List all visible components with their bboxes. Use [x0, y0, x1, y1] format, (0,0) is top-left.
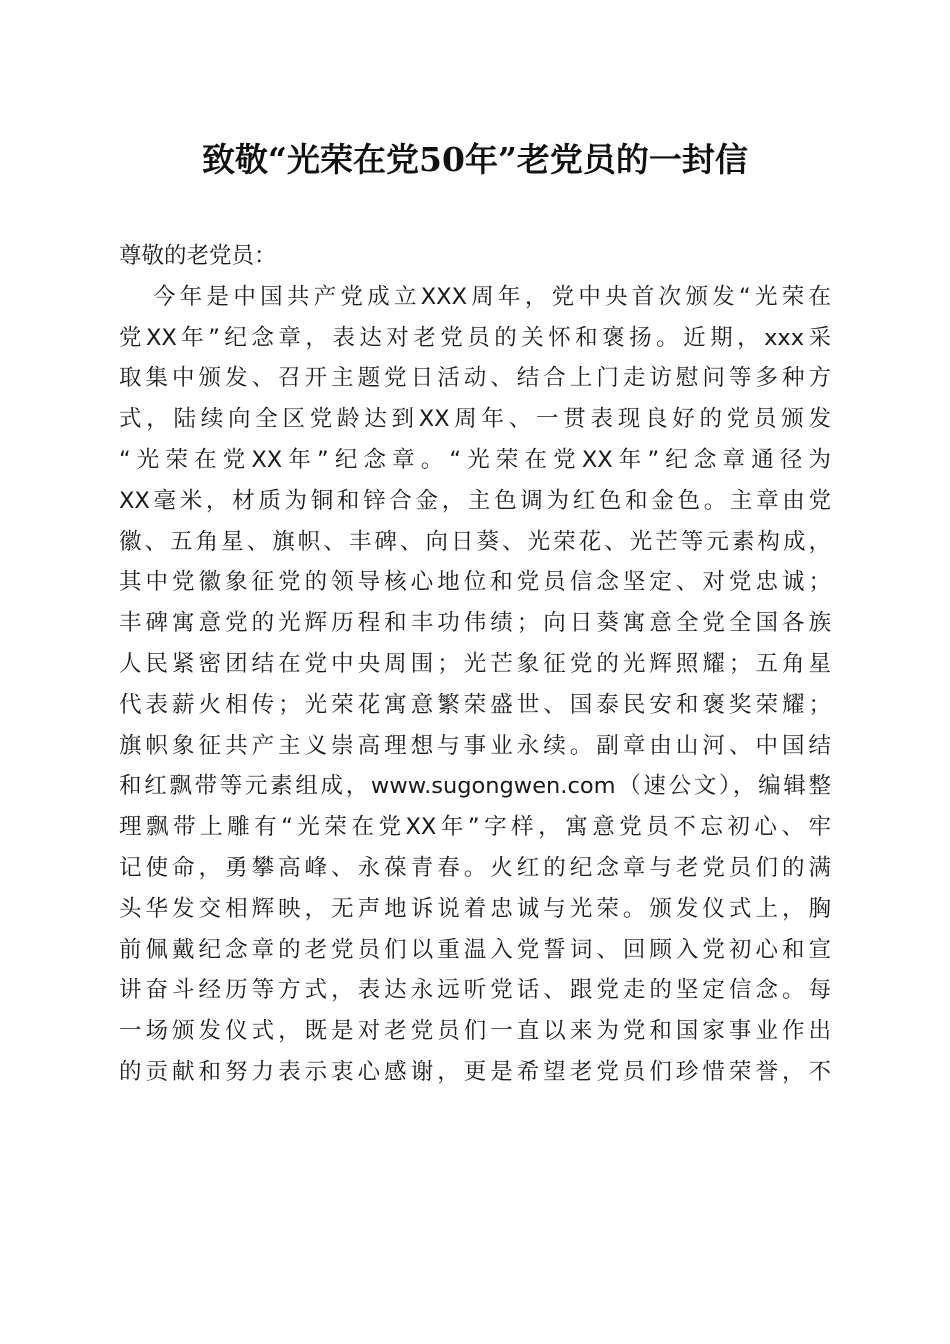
salutation: 尊敬的老党员：: [119, 243, 277, 269]
paragraph-line: 一场颁发仪式，既是对老党员们一直以来为党和国家事业作出: [119, 1018, 831, 1045]
letter-title: 致敬“光荣在党50年”老党员的一封信: [202, 140, 748, 179]
paragraph-line: “光荣在党XX年”纪念章。“光荣在党XX年”纪念章通径为: [119, 446, 831, 473]
paragraph-line: 党XX年”纪念章，表达对老党员的关怀和褒扬。近期，xxx采: [119, 324, 831, 351]
paragraph-line: XX毫米，材质为铜和锌合金，主色调为红色和金色。主章由党: [119, 487, 831, 514]
letter-paragraph: [119, 277, 831, 1093]
paragraph-line: 式，陆续向全区党龄达到XX周年、一贯表现良好的党员颁发: [119, 406, 831, 433]
paragraph-line: 前佩戴纪念章的老党员们以重温入党誓词、回顾入党初心和宣: [119, 936, 831, 963]
paragraph-line: 丰碑寓意党的光辉历程和丰功伟绩；向日葵寓意全党全国各族: [119, 610, 831, 637]
paragraph-line: 人民紧密团结在党中央周围；光芒象征党的光辉照耀；五角星: [119, 650, 831, 677]
paragraph-line: 徽、五角星、旗帜、丰碑、向日葵、光荣花、光芒等元素构成，: [119, 528, 831, 555]
paragraph-line: 旗帜象征共产主义崇高理想与事业永续。副章由山河、中国结: [119, 732, 831, 759]
paragraph-line: 的贡献和努力表示衷心感谢，更是希望老党员们珍惜荣誉，不: [119, 1058, 831, 1085]
paragraph-line: 记使命，勇攀高峰、永葆青春。火红的纪念章与老党员们的满: [119, 854, 831, 881]
paragraph-line: 今年是中国共产党成立XXX周年，党中央首次颁发“光荣在: [153, 283, 831, 310]
paragraph-line: 讲奋斗经历等方式，表达永远听党话、跟党走的坚定信念。每: [119, 977, 831, 1004]
paragraph-line: 其中党徽象征党的领导核心地位和党员信念坚定、对党忠诚；: [119, 569, 831, 596]
paragraph-line: 代表薪火相传；光荣花寓意繁荣盛世、国泰民安和褒奖荣耀；: [119, 691, 831, 718]
paragraph-line: 取集中颁发、召开主题党日活动、结合上门走访慰问等多种方: [119, 365, 831, 392]
paragraph-line: 头华发交相辉映，无声地诉说着忠诚与光荣。颁发仪式上，胸: [119, 895, 831, 922]
paragraph-line: 和红飘带等元素组成，www.sugongwen.com（速公文），编辑整: [119, 773, 831, 800]
letter-body: [119, 236, 831, 1093]
paragraph-line: 理飘带上雕有“光荣在党XX年”字样，寓意党员不忘初心、牢: [119, 814, 831, 841]
